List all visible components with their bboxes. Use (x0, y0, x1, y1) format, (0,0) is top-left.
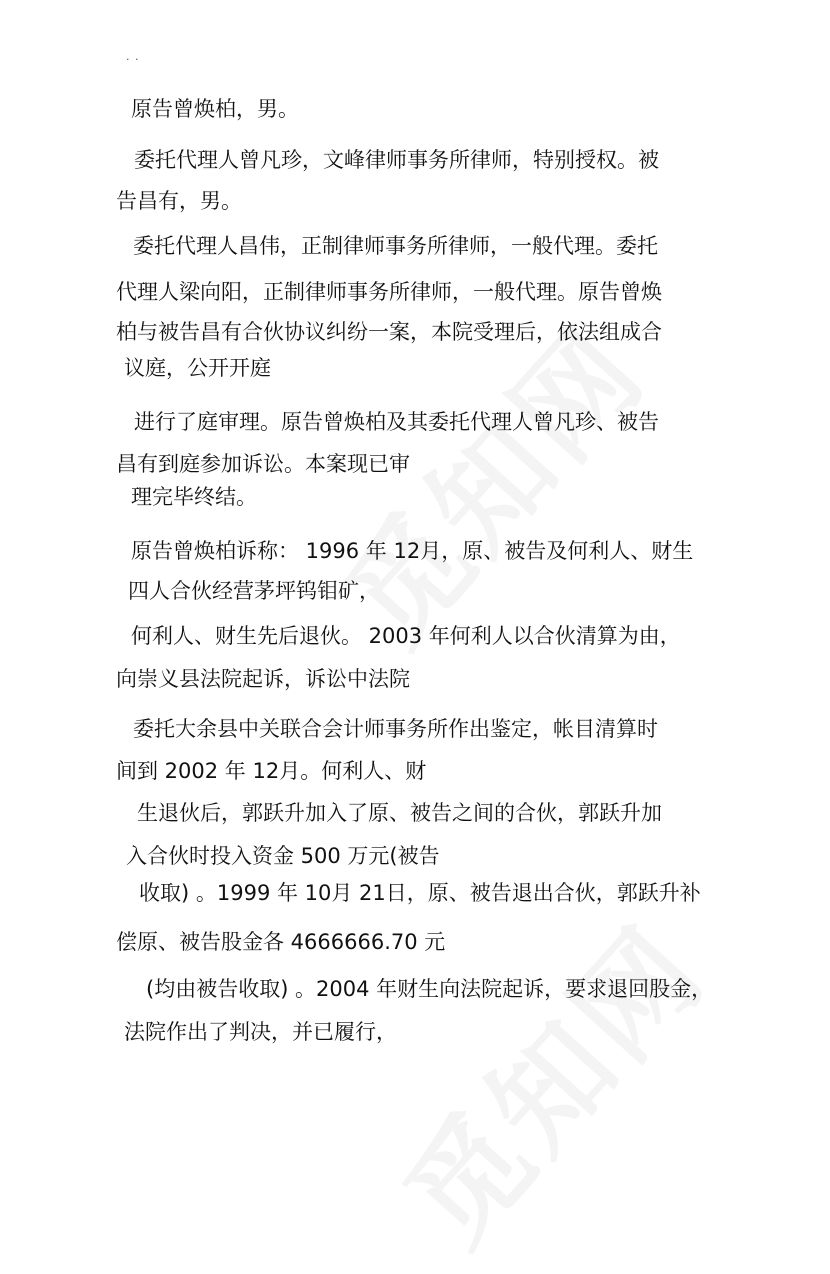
text-line: 入合伙时投入资金 500 万元(被告 (126, 844, 440, 868)
text-line: 法院作出了判决，并已履行， (124, 1020, 397, 1044)
text-line: 代理人梁向阳，正制律师事务所律师，一般代理。原告曾焕 (116, 280, 662, 304)
text-line: 昌有到庭参加诉讼。本案现已审 (116, 452, 410, 476)
text-line: 告昌有，男。 (116, 189, 242, 213)
text-line: 原告曾焕柏诉称： 1996 年 12月，原、被告及何利人、财生 (131, 539, 694, 563)
header-dots: . . (126, 50, 140, 63)
text-line: 原告曾焕柏，男。 (131, 97, 299, 121)
text-line: 收取) 。1999 年 10月 21日，原、被告退出合伙，郭跃升补 (139, 881, 701, 905)
text-line: 理完毕终结。 (131, 485, 257, 509)
text-line: 向崇义县法院起诉，诉讼中法院 (116, 667, 410, 691)
text-line: 生退伙后，郭跃升加入了原、被告之间的合伙，郭跃升加 (137, 801, 662, 825)
text-line: 进行了庭审理。原告曾焕柏及其委托代理人曾凡珍、被告 (134, 410, 659, 434)
text-line: 委托代理人昌伟，正制律师事务所律师，一般代理。委托 (133, 234, 658, 258)
text-line: 间到 2002 年 12月。何利人、财 (116, 759, 427, 783)
text-line: 偿原、被告股金各 4666666.70 元 (116, 930, 446, 954)
text-line: (均由被告收取) 。2004 年财生向法院起诉，要求退回股金， (146, 977, 713, 1001)
text-line: 柏与被告昌有合伙协议纠纷一案，本院受理后，依法组成合 (116, 320, 662, 344)
text-line: 委托代理人曾凡珍，文峰律师事务所律师，特别授权。被 (134, 148, 659, 172)
text-line: 委托大余县中关联合会计师事务所作出鉴定，帐目清算时 (133, 717, 658, 741)
text-line: 何利人、财生先后退伙。 2003 年何利人以合伙清算为由， (131, 624, 681, 648)
text-line: 四人合伙经营茅坪钨钼矿， (128, 579, 380, 603)
text-line: 议庭，公开开庭 (124, 356, 271, 380)
